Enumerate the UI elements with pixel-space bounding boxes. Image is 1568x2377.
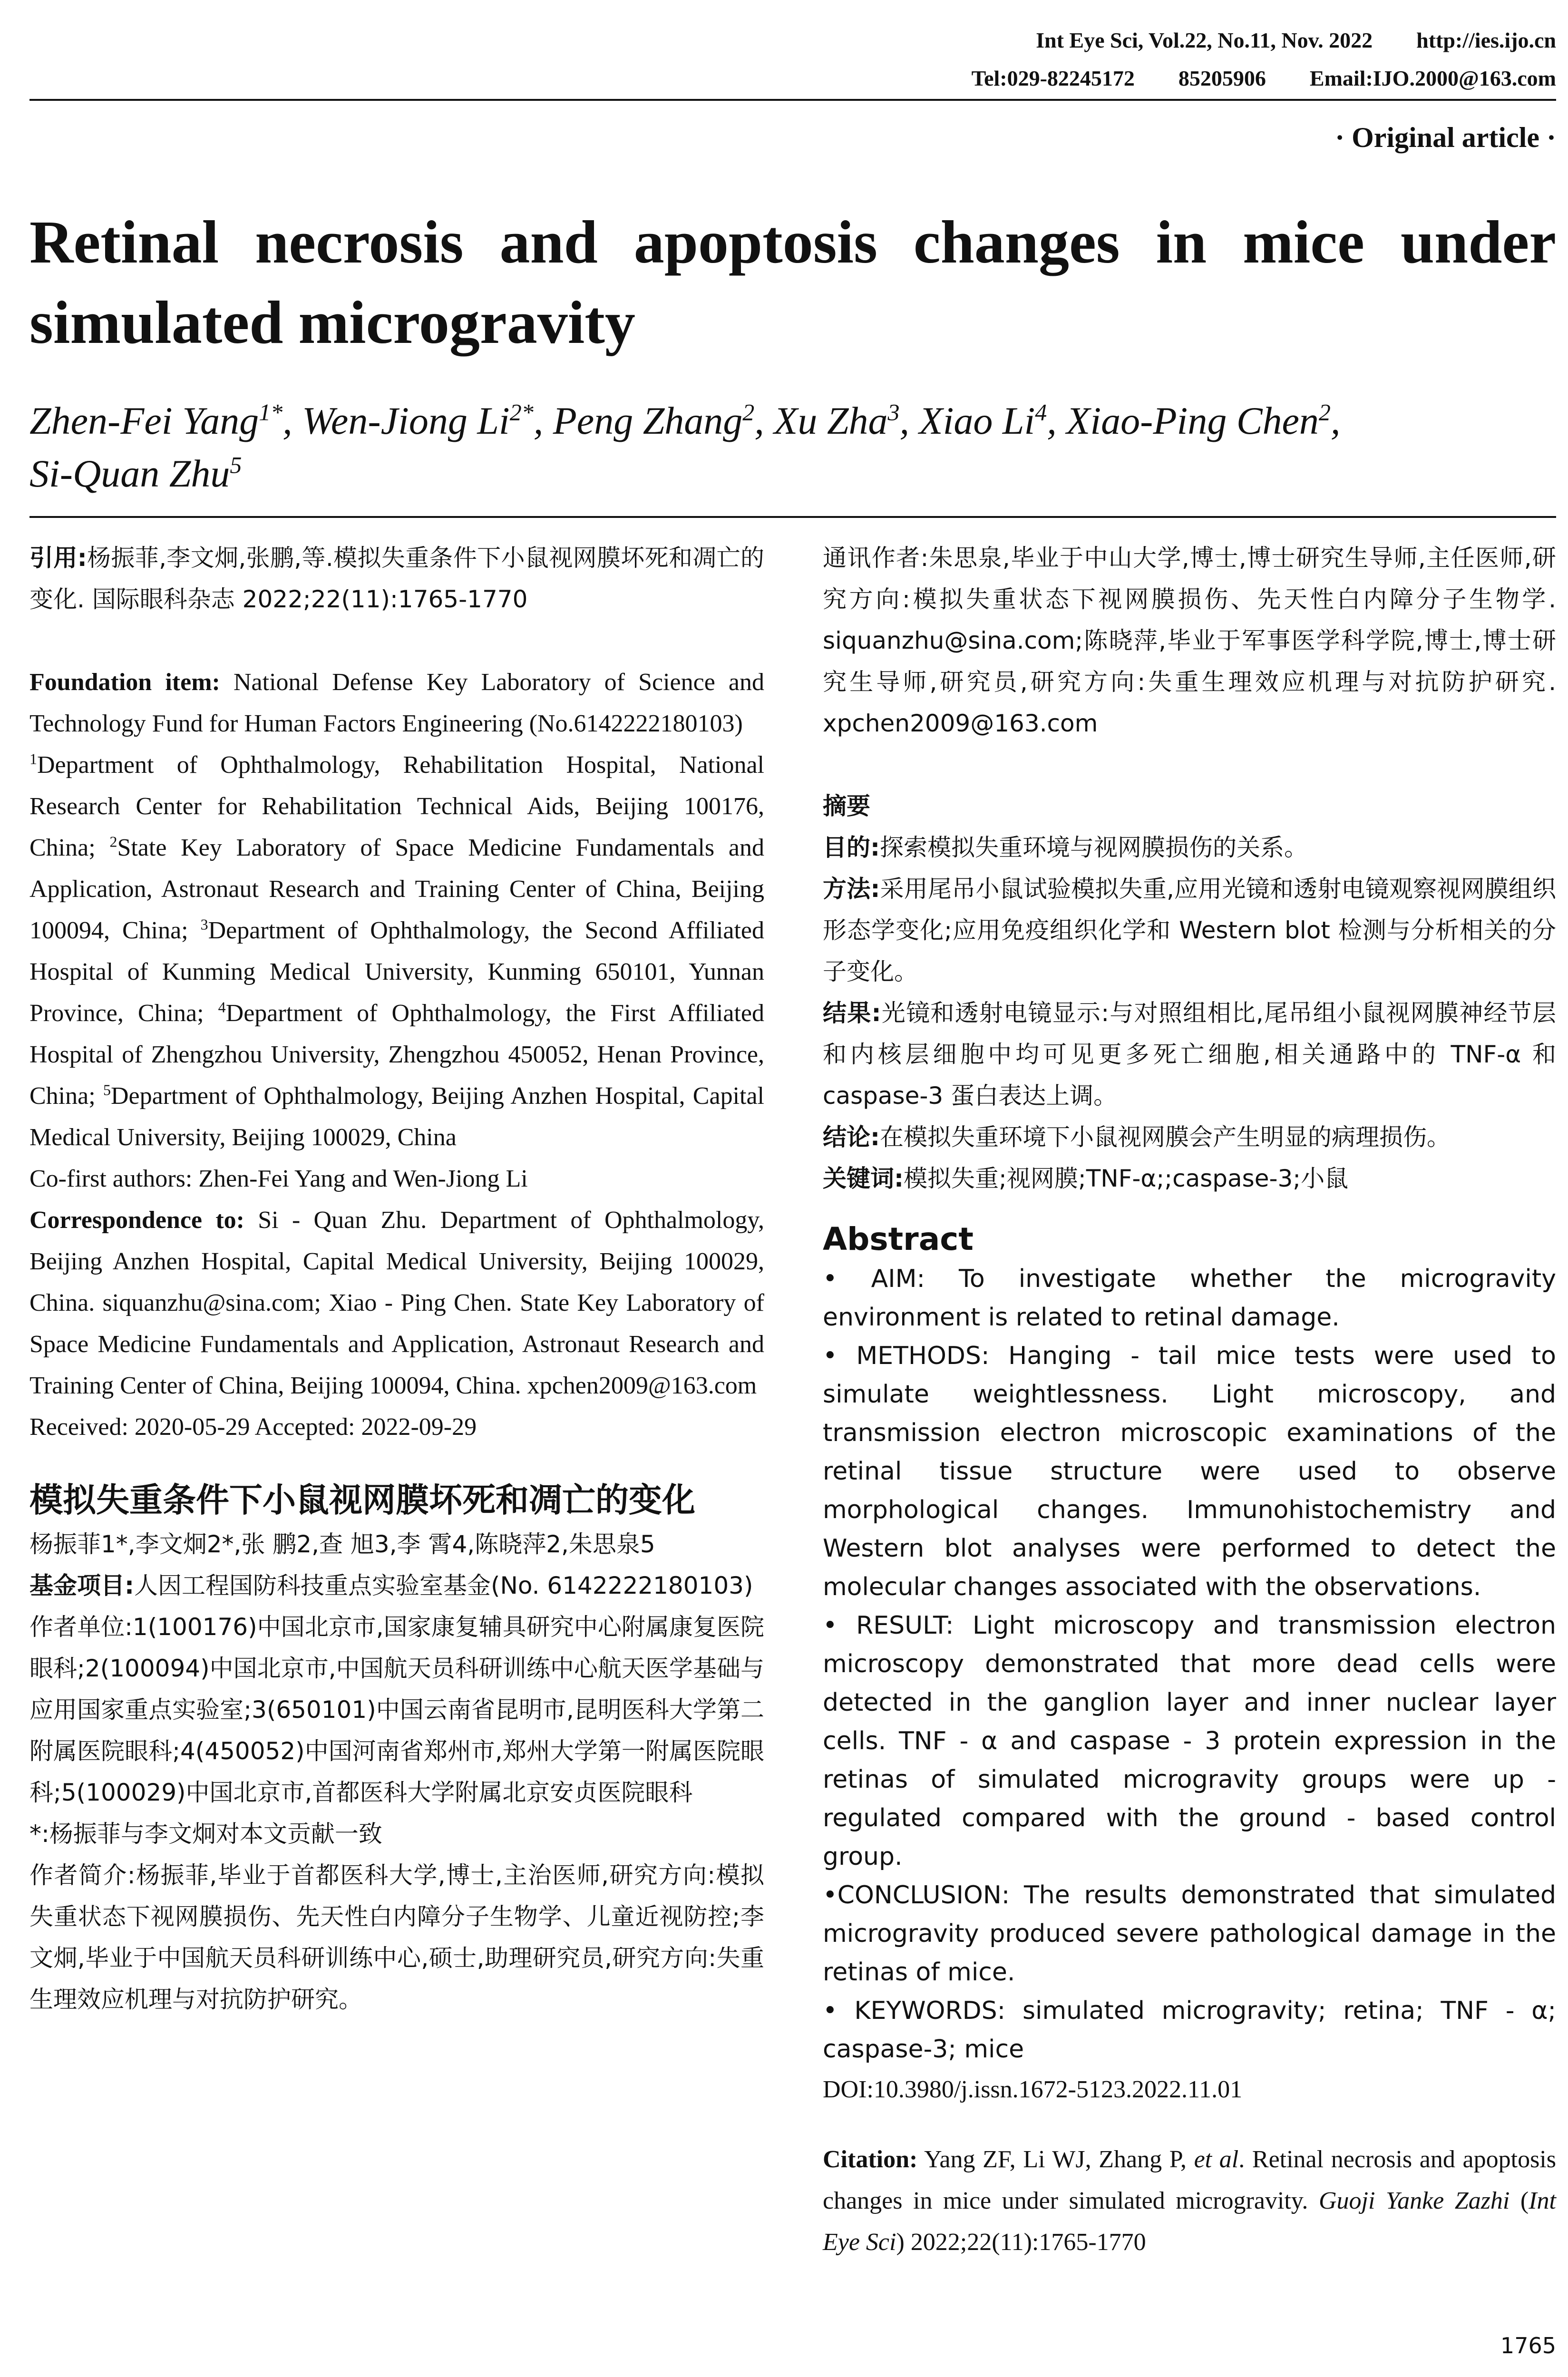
author-3: Peng Zhang$^2$, [553, 399, 774, 442]
author-list [29, 395, 1556, 500]
abstract-keywords: • KEYWORDS: simulated microgravity; retina; TNF - α; caspase-3; mice [823, 1997, 1557, 2064]
chinese-correspondence: 通讯作者:朱思泉,毕业于中山大学,博士,博士研究生导师,主任医师,研究方向:模拟失重状态下视网膜损伤、先天性白内障分子生物学. siquanzhu@sina.com;陈晓萍,毕业于军事医学科学院,博士,博士研究生导师,研究员,研究方向:失重生理效应机理与对抗防护研究. xpchen2009@163.com [823, 544, 1556, 737]
abstract-aim: • AIM: To investigate whether the microgravity environment is related to retinal damage. [823, 1265, 1557, 1332]
right-column [823, 537, 1556, 2263]
chinese-methods: 方法:采用尾吊小鼠试验模拟失重,应用光镜和透射电镜观察视网膜组织形态学变化;应用免疫组织化学和 Western blot 检测与分析相关的分子变化。 [823, 875, 1556, 985]
journal-header-line1 [1036, 28, 1556, 53]
authors-rule [29, 516, 1556, 518]
author-6: Xiao-Ping Chen$^2$, [1066, 399, 1341, 442]
page-number: 1765 [1500, 2333, 1556, 2358]
chinese-authors: 杨振菲1*,李文炯2*,张 鹏2,查 旭3,李 霄4,陈晓萍2,朱思泉5 [29, 1530, 655, 1558]
chinese-affiliations: 作者单位:1(100176)中国北京市,国家康复辅具研究中心附属康复医院眼科;2(100094)中国北京市,中国航天员科研训练中心航天医学基础与应用国家重点实验室;3(650101)中国云南省昆明市,昆明医科大学第二附属医院眼科;4(450052)中国河南省郑州市,郑州大学第一附属医院眼科;5(100029)中国北京市,首都医科大学附属北京安贞医院眼科 [29, 1613, 764, 1806]
abstract-methods: • METHODS: Hanging - tail mice tests were used to simulate weightlessness. Light microscopy, and transmission electron microscopic examinations of the retinal tissue structure were used to observe morphological changes. Immunohistochemistry and Western blot analyses were performed to detect the molecular changes associated with the observations. [823, 1342, 1556, 1601]
chinese-title: 模拟失重条件下小鼠视网膜坏死和凋亡的变化 [29, 1481, 695, 1520]
journal-tel: Tel:029-82245172 [971, 66, 1135, 90]
author-7: Si-Quan Zhu$^5$ [29, 451, 242, 495]
abstract-title: Abstract [823, 1221, 974, 1257]
article-title: Retinal necrosis and apoptosis changes in mice under simulated microgravity [29, 208, 1556, 356]
journal-tel2: 85205906 [1178, 66, 1266, 90]
header-rule [29, 99, 1556, 101]
abstract-result: • RESULT: Light microscopy and transmission electron microscopy demonstrated that more dead cells were detected in the ganglion layer and inner nuclear layer cells. TNF - α and caspase - 3 protein expression in the retinas of simulated microgravity groups were up - regulated compared with the ground - based control group. [823, 1611, 1557, 1871]
author-5: Xiao Li$^4$, [919, 399, 1067, 442]
journal-header-line2 [972, 66, 1556, 91]
dates: Received: 2020-05-29 Accepted: 2022-09-29 [29, 1413, 477, 1441]
chinese-foundation: 基金项目:人因工程国防科技重点实验室基金(No. 6142222180103) [29, 1572, 753, 1599]
chinese-author-bio: 作者简介:杨振菲,毕业于首都医科大学,博士,主治医师,研究方向:模拟失重状态下视网膜损伤、先天性白内障分子生物学、儿童近视防控;李文炯,毕业于中国航天员科研训练中心,硕士,助理研究员,研究方向:失重生理效应机理与对抗防护研究。 [29, 1861, 764, 2013]
author-1: Zhen-Fei Yang$^{1*}$, [29, 399, 302, 442]
abstract-conclusion: •CONCLUSION: The results demonstrated that simulated microgravity produced severe pathological damage in the retinas of mice. [823, 1881, 1557, 1987]
chinese-aim: 目的:探索模拟失重环境与视网膜损伤的关系。 [823, 834, 1308, 861]
left-column [29, 537, 764, 2020]
author-2: Wen-Jiong $Li^{2*}$, [302, 399, 553, 442]
chinese-abstract-title: 摘要 [823, 792, 870, 820]
chinese-cofirst: *:杨振菲与李文炯对本文贡献一致 [29, 1820, 382, 1848]
foundation-item: Foundation item: National Defense Key Laboratory of Science and Technology Fund for Human Factors Engineering (No.6142222180103) [29, 669, 765, 737]
chinese-citation: 引用:杨振菲,李文炯,张鹏,等.模拟失重条件下小鼠视网膜坏死和凋亡的变化. 国际眼科杂志 2022;22(11):1765-1770 [29, 544, 764, 613]
doi: DOI:10.3980/j.issn.1672-5123.2022.11.01 [823, 2076, 1243, 2103]
chinese-keywords: 关键词:模拟失重;视网膜;TNF-α;;caspase-3;小鼠 [823, 1165, 1349, 1192]
co-first-authors: Co-first authors: Zhen-Fei Yang and Wen-Jiong Li [29, 1165, 528, 1192]
affiliations: $^1$Department of Ophthalmology, Rehabilitation Hospital, National Research Center for Rehabilitation Technical Aids, Beijing 100176, China; $^2$State Key Laboratory of Space Medicine Fundamentals and Application, Astronaut Research and Training Center of China, Beijing 100094, China; $^3$Department of Ophthalmology, the Second Affiliated Hospital of Kunming Medical University, Kunming 650101, Yunnan Province, China; $^4$Department of Ophthalmology, the First Affiliated Hospital of Zhengzhou University, Zhengzhou 450052, Henan Province, China; $^5$Department of Ophthalmology, Beijing Anzhen Hospital, Capital Medical University, Beijing 100029, China [29, 750, 765, 1151]
correspondence: Correspondence to: Si - Quan Zhu. Department of Ophthalmology, Beijing Anzhen Hospital, Capital Medical University, Beijing 100029, China. siquanzhu@sina.com; Xiao - Ping Chen. State Key Laboratory of Space Medicine Fundamentals and Application, Astronaut Research and Training Center of China, Beijing 100094, China. xpchen2009@163.com [29, 1207, 764, 1399]
article-type: · Original article · [1335, 122, 1556, 153]
journal-email: Email:IJO.2000@163.com [1309, 66, 1556, 90]
chinese-conclusion: 结论:在模拟失重环境下小鼠视网膜会产生明显的病理损伤。 [823, 1123, 1451, 1151]
chinese-result: 结果:光镜和透射电镜显示:与对照组相比,尾吊组小鼠视网膜神经节层和内核层细胞中均可见更多死亡细胞,相关通路中的 TNF-α 和 caspase-3 蛋白表达上调。 [823, 999, 1556, 1110]
journal-url: http://ies.ijo.cn [1416, 28, 1556, 52]
citation: Citation: Yang ZF, Li WJ, Zhang P, et al. Retinal necrosis and apoptosis changes in mice under simulated microgravity. Guoji Yanke Zazhi (Int Eye Sci) 2022;22(11):1765-1770 [823, 2146, 1556, 2256]
author-4: Xu Zha$^3$, [774, 399, 919, 442]
journal-issue: Int Eye Sci, Vol.22, No.11, Nov. 2022 [1036, 28, 1373, 52]
